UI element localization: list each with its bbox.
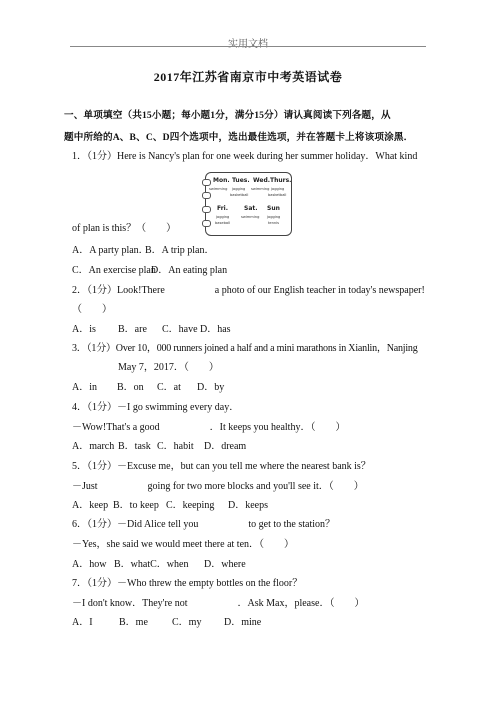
- planner-activity: tennis: [268, 221, 280, 225]
- question-1-options: [72, 244, 214, 257]
- option-b-c: B．whatC．when: [114, 559, 189, 570]
- question-6-stem: 6．（1分）－Did Alice tell you to get to the station？: [72, 519, 336, 530]
- question-4-stem: 4．（1分）－I go swimming every day．: [72, 402, 240, 413]
- question-3-stem: 3．（1分）Over 10，000 runners joined a half and a mini marathons in Xianlin，Nanjing: [72, 343, 418, 354]
- option-d: D．mine: [224, 617, 262, 628]
- planner-day: Sun: [267, 205, 280, 212]
- planner-activity: swimming: [251, 187, 270, 191]
- option-d: D．where: [204, 559, 246, 570]
- planner-activity: jogging: [232, 187, 246, 191]
- question-7-options: [72, 616, 261, 629]
- option-b: B．A trip plan．: [145, 245, 215, 256]
- option-b: B．are: [118, 324, 147, 335]
- planner-day: Mon.: [213, 177, 230, 184]
- planner-activity: basketball: [230, 193, 249, 197]
- planner-day: Thurs.: [270, 177, 292, 184]
- question-5-options: [72, 499, 268, 512]
- question-1-options: [72, 264, 227, 277]
- option-a: A．march: [72, 441, 115, 452]
- question-6-stem: －Yes，she said we would meet there at ten．（ ）: [72, 539, 295, 550]
- option-d: D．An eating plan: [151, 265, 228, 276]
- option-c: C．habit: [157, 441, 194, 452]
- binder-ring: [202, 206, 211, 213]
- option-c: C．have: [162, 324, 198, 335]
- question-7-stem: －I don't know．They're not ．Ask Max，please．（ ）: [72, 598, 365, 609]
- question-1-stem: 1．（1分）Here is Nancy's plan for one week during her summer holiday．What kind: [72, 151, 418, 162]
- question-1-stem: of plan is this？（ ）: [72, 223, 177, 234]
- binder-ring: [202, 179, 211, 186]
- option-b: B．to keep: [113, 500, 159, 511]
- option-a: A．I: [72, 617, 93, 628]
- planner-day: Sat.: [244, 205, 258, 212]
- question-6-options: [72, 558, 246, 571]
- option-c: C．An exercise plan: [72, 265, 156, 276]
- section-heading: 题中所给的A、B、C、D四个选项中，选出最佳选项，并在答题卡上将该项涂黑．: [64, 132, 414, 143]
- question-2-stem: 2．（1分）Look!There a photo of our English teacher in today's newspaper!: [72, 285, 425, 296]
- option-b: B．on: [117, 382, 144, 393]
- page-header: 实用文档: [228, 39, 268, 50]
- option-d: D．has: [200, 324, 231, 335]
- option-a: A．keep: [72, 500, 109, 511]
- question-4-stem: －Wow!That's a good ．It keeps you healthy．（ ）: [72, 422, 346, 433]
- weekly-plan-picture: [205, 172, 292, 236]
- planner-day: Wed.: [253, 177, 271, 184]
- option-c: C．my: [172, 617, 202, 628]
- option-d: D．dream: [204, 441, 247, 452]
- question-5-stem: 5．（1分）－Excuse me，but can you tell me where the nearest bank is？: [72, 461, 371, 472]
- page-title: 2017年江苏省南京市中考英语试卷: [153, 70, 343, 84]
- question-3-stem: May 7，2017．（ ）: [118, 362, 219, 373]
- question-3-options: [72, 381, 224, 394]
- header-divider: [70, 46, 426, 47]
- planner-day: Fri.: [217, 205, 229, 212]
- planner-activity: swimming: [209, 187, 228, 191]
- option-c: C．keeping: [166, 500, 215, 511]
- planner-activity: jogging: [271, 187, 285, 191]
- question-2-options: [72, 323, 231, 336]
- option-a: A．A party plan．: [72, 245, 149, 256]
- question-4-options: [72, 440, 246, 453]
- section-heading: 一、单项填空（共15小题；每小题1分，满分15分）请认真阅读下列各题，从: [64, 110, 391, 121]
- option-b: B．task: [118, 441, 151, 452]
- planner-activity: jogging: [216, 215, 230, 219]
- planner-activity: basketball: [268, 193, 287, 197]
- option-b: B．me: [119, 617, 148, 628]
- planner-activity: swimming: [241, 215, 260, 219]
- binder-ring: [202, 192, 211, 199]
- question-7-stem: 7．（1分）－Who threw the empty bottles on the floor？: [72, 578, 303, 589]
- option-d: D．by: [197, 382, 225, 393]
- question-5-stem: －Just going for two more blocks and you'll see it．（ ）: [72, 481, 364, 492]
- planner-activity: baseball: [215, 221, 231, 225]
- planner-activity: jogging: [267, 215, 281, 219]
- question-2-stem: （ ）: [72, 304, 112, 315]
- binder-ring: [202, 220, 211, 227]
- option-a: A．in: [72, 382, 97, 393]
- option-c: C．at: [157, 382, 181, 393]
- option-a: A．how: [72, 559, 107, 570]
- planner-day: Tues.: [232, 177, 250, 184]
- option-a: A．is: [72, 324, 96, 335]
- option-d: D．keeps: [228, 500, 268, 511]
